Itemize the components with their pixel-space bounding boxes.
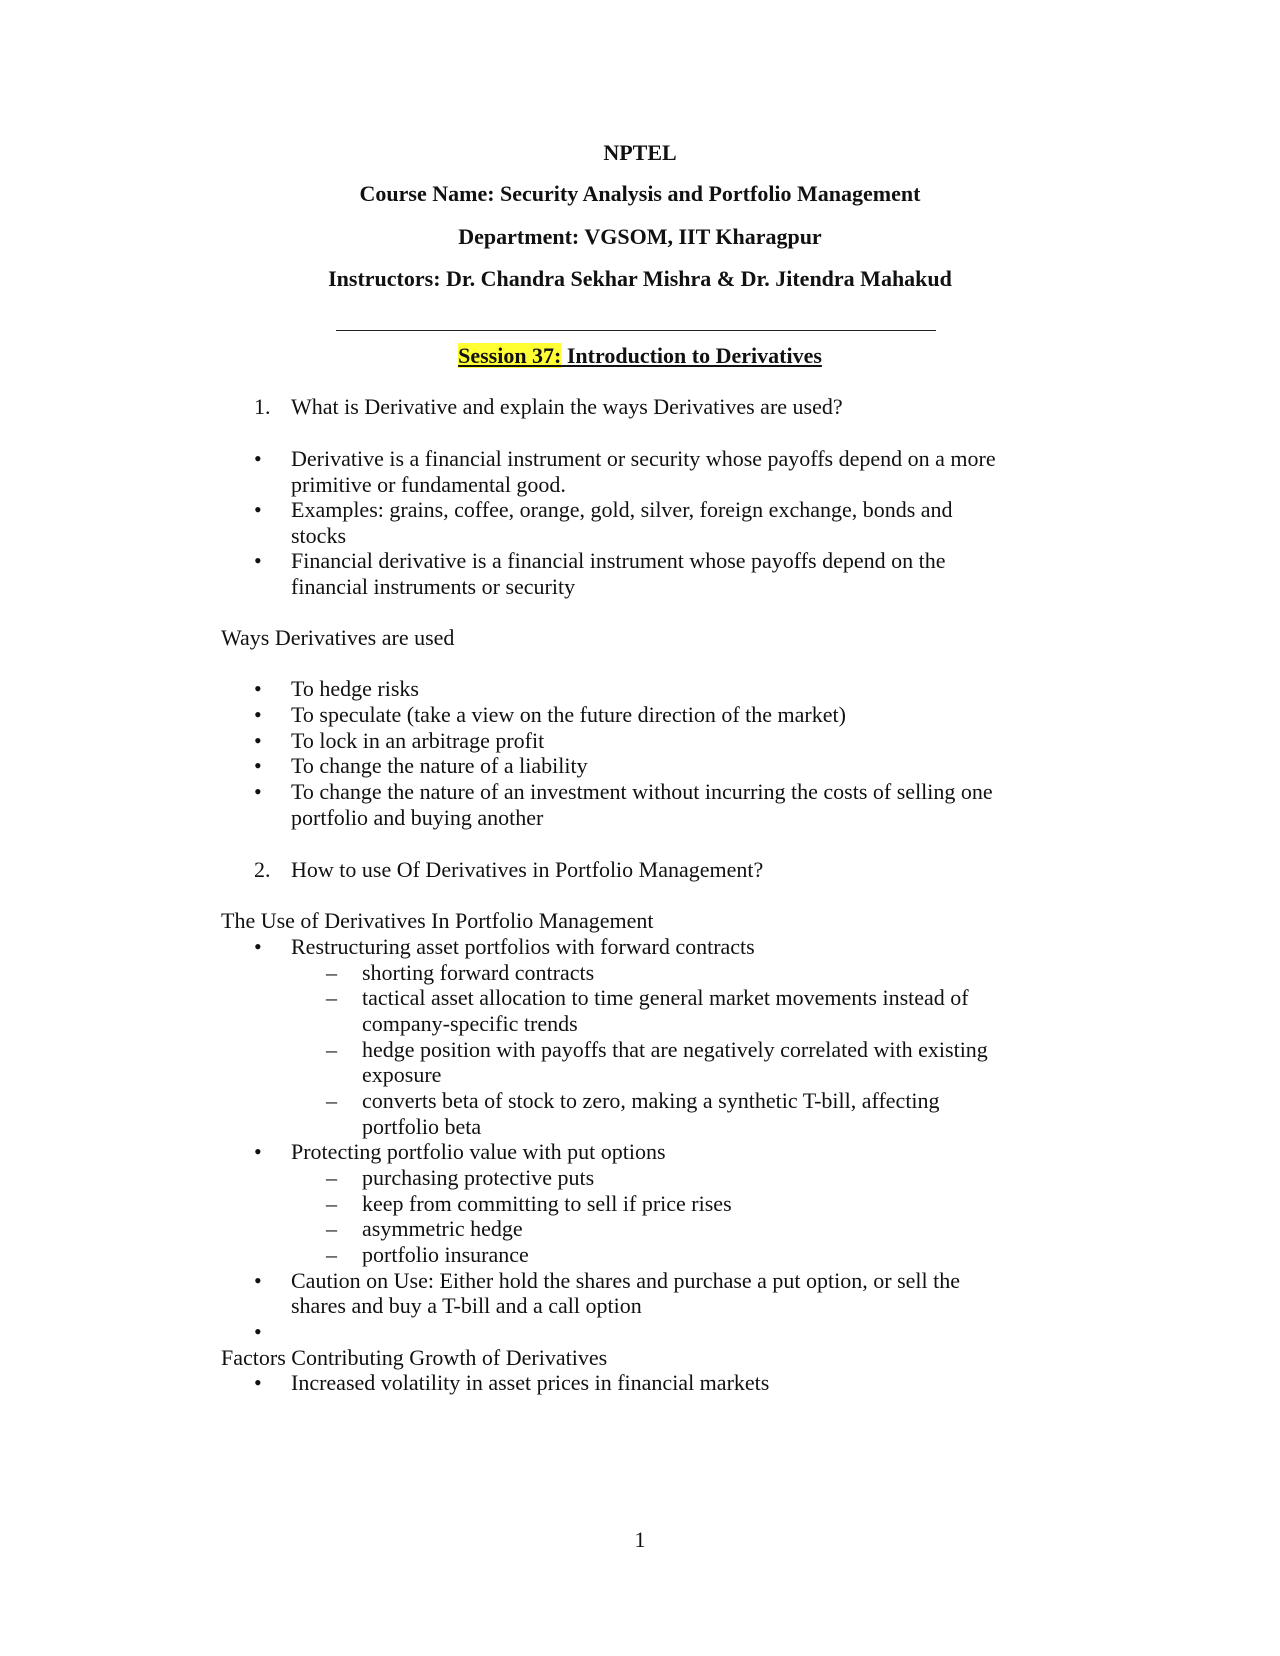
session-title: Introduction to Derivatives xyxy=(566,343,822,368)
q1-bullet-2-line-2: stocks xyxy=(291,523,346,548)
bullet-icon: • xyxy=(254,676,262,701)
page-number: 1 xyxy=(634,1527,646,1552)
dash-icon: – xyxy=(326,1216,337,1241)
q2-text: How to use Of Derivatives in Portfolio Management? xyxy=(291,857,764,882)
ways-bullet-5-line-1: To change the nature of an investment without incurring the costs of selling one xyxy=(291,779,993,804)
use-sub-4-line-1: converts beta of stock to zero, making a synthetic T-bill, affecting xyxy=(362,1088,940,1113)
session-label: Session 37: xyxy=(458,343,562,368)
ways-bullet-5-line-2: portfolio and buying another xyxy=(291,805,544,830)
dash-icon: – xyxy=(326,1037,337,1062)
use-sub-4-line-2: portfolio beta xyxy=(362,1114,482,1139)
use-heading: The Use of Derivatives In Portfolio Management xyxy=(221,908,654,933)
ways-bullet-1: To hedge risks xyxy=(291,676,419,701)
use-bullet-2: Protecting portfolio value with put options xyxy=(291,1139,666,1164)
use-sub-1: shorting forward contracts xyxy=(362,960,595,985)
bullet-icon: • xyxy=(254,1319,262,1344)
put-sub-1: purchasing protective puts xyxy=(362,1165,595,1190)
put-sub-2: keep from committing to sell if price rises xyxy=(362,1191,732,1216)
use-sub-2-line-2: company-specific trends xyxy=(362,1011,578,1036)
put-sub-3: asymmetric hedge xyxy=(362,1216,523,1241)
q1-text: What is Derivative and explain the ways Derivatives are used? xyxy=(291,394,843,419)
dash-icon: – xyxy=(326,1165,337,1190)
bullet-icon: • xyxy=(254,446,262,471)
dash-icon: – xyxy=(326,1191,337,1216)
ways-bullet-4: To change the nature of a liability xyxy=(291,753,588,778)
department: Department: VGSOM, IIT Kharagpur xyxy=(458,224,822,249)
use-sub-3-line-2: exposure xyxy=(362,1062,442,1087)
bullet-icon: • xyxy=(254,1268,262,1293)
q1-bullet-3-line-1: Financial derivative is a financial instrument whose payoffs depend on the xyxy=(291,548,946,573)
course-name: Course Name: Security Analysis and Portfolio Management xyxy=(359,181,921,206)
q1-number: 1. xyxy=(254,394,271,419)
factors-heading: Factors Contributing Growth of Derivatives xyxy=(221,1345,608,1370)
use-bullet-1: Restructuring asset portfolios with forward contracts xyxy=(291,934,755,959)
dash-icon: – xyxy=(326,1242,337,1267)
q1-bullet-3-line-2: financial instruments or security xyxy=(291,574,576,599)
dash-icon: – xyxy=(326,1088,337,1113)
ways-heading: Ways Derivatives are used xyxy=(221,625,455,650)
q1-bullet-2-line-1: Examples: grains, coffee, orange, gold, silver, foreign exchange, bonds and xyxy=(291,497,953,522)
q1-bullet-1-line-2: primitive or fundamental good. xyxy=(291,472,566,497)
use-sub-3-line-1: hedge position with payoffs that are negatively correlated with existing xyxy=(362,1037,988,1062)
bullet-icon: • xyxy=(254,728,262,753)
bullet-icon: • xyxy=(254,702,262,727)
factors-bullet-1: Increased volatility in asset prices in financial markets xyxy=(291,1370,770,1395)
put-sub-4: portfolio insurance xyxy=(362,1242,529,1267)
bullet-icon: • xyxy=(254,497,262,522)
bullet-icon: • xyxy=(254,548,262,573)
dash-icon: – xyxy=(326,960,337,985)
q1-bullet-1-line-1: Derivative is a financial instrument or security whose payoffs depend on a more xyxy=(291,446,996,471)
ways-bullet-2: To speculate (take a view on the future direction of the market) xyxy=(291,702,846,727)
ways-bullet-3: To lock in an arbitrage profit xyxy=(291,728,545,753)
bullet-icon: • xyxy=(254,1370,262,1395)
bullet-icon: • xyxy=(254,779,262,804)
session-heading xyxy=(0,343,1280,369)
bullet-icon: • xyxy=(254,934,262,959)
use-sub-2-line-1: tactical asset allocation to time general market movements instead of xyxy=(362,985,969,1010)
q2-number: 2. xyxy=(254,857,271,882)
instructors: Instructors: Dr. Chandra Sekhar Mishra & Dr. Jitendra Mahakud xyxy=(328,266,952,291)
org-title: NPTEL xyxy=(603,140,677,165)
dash-icon: – xyxy=(326,985,337,1010)
bullet-icon: • xyxy=(254,753,262,778)
use-bullet-3-line-2: shares and buy a T-bill and a call option xyxy=(291,1293,642,1318)
header-divider xyxy=(336,330,936,331)
bullet-icon: • xyxy=(254,1139,262,1164)
use-bullet-3-line-1: Caution on Use: Either hold the shares and purchase a put option, or sell the xyxy=(291,1268,961,1293)
